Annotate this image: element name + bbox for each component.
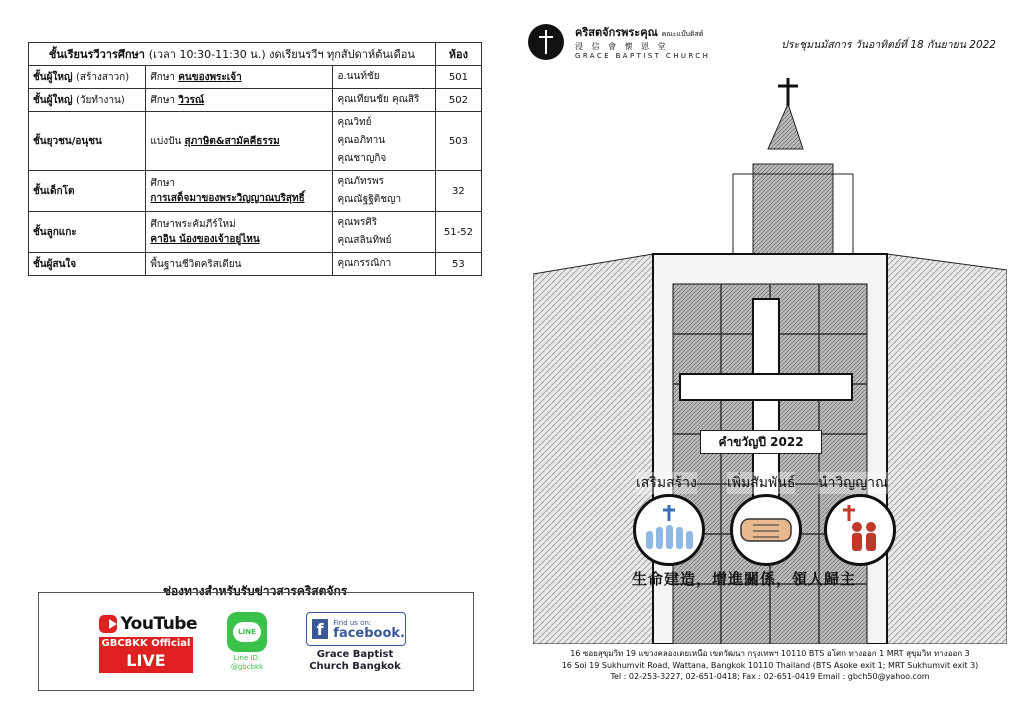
table-row [29, 253, 482, 276]
church-address [540, 648, 1000, 683]
class-room: 32 [435, 171, 481, 212]
service-date: ประชุมนมัสการ วันอาทิตย์ที่ 18 กันยายน 2022 [781, 39, 996, 51]
address-thai: 16 ซอยสุขุมวิท 19 แขวงคลองเตยเหนือ เขตวัฒนา กรุงเทพฯ 10110 BTS อโศก ทางออก 1 MRT สุขุมวิท ทางออก 3 [570, 649, 970, 658]
class-room: 503 [435, 112, 481, 171]
motto-label: คำขวัญปี 2022 [700, 430, 822, 454]
motto-word-3: นำวิญญาณ [818, 472, 888, 494]
people-with-cross-icon [824, 494, 896, 566]
church-cross-logo-icon [528, 24, 564, 60]
class-topic: พื้นฐานชีวิตคริสเตียน [146, 253, 333, 276]
line-id-label: Line ID: [233, 654, 261, 662]
line-icon: LINE [227, 612, 267, 652]
church-name: คริสตจักรพระคุณ คณะแบ๊บติสต์ 浸 信 會 懷 恩 堂 GRACE BAPTIST CHURCH [575, 26, 711, 60]
class-name: ชั้นเด็กโต [29, 171, 146, 212]
line-id: @gbcbkk [230, 663, 264, 671]
class-teachers: คุณพรศิริ คุณสลินทิพย์ [333, 212, 435, 253]
motto-word-1: เสริมสร้าง [636, 472, 697, 494]
table-header-title [29, 43, 436, 66]
class-teachers: คุณภัทรพร คุณณัฐฐิติชญา [333, 171, 435, 212]
channels-title: ช่องทางสำหรับรับข่าวสารคริสตจักร [0, 582, 510, 601]
table-row [29, 112, 482, 171]
class-name: ชั้นผู้ใหญ่ (สร้างสาวก) [29, 66, 146, 89]
class-topic: ศึกษา คนของพระเจ้า [146, 66, 333, 89]
class-room: 501 [435, 66, 481, 89]
class-room: 51-52 [435, 212, 481, 253]
address-english: 16 Soi 19 Sukhumvit Road, Wattana, Bangkok 10110 Thailand (BTS Asoke exit 1; MRT Sukhumvit exit 3) [561, 660, 979, 670]
class-teachers: อ.นนท์ชัย [333, 66, 435, 89]
class-topic: ศึกษาพระคัมภีร์ใหม่ คาอิน น้องของเจ้าอยู่ไหน [146, 212, 333, 253]
facebook-channel[interactable] [306, 612, 404, 673]
header-detail: (เวลา 10:30-11:30 น.) งดเรียนรวีฯ ทุกสัปดาห์ต้นเดือน [148, 48, 415, 61]
sunday-school-table [28, 42, 482, 276]
class-topic: ศึกษา การเสด็จมาของพระวิญญาณบริสุทธิ์ [146, 171, 333, 212]
youtube-brand: YouTube [120, 614, 197, 634]
youtube-play-icon [99, 615, 117, 633]
header-title: ชั้นเรียนรวีวารศึกษา [48, 48, 145, 61]
class-room: 53 [435, 253, 481, 276]
table-header [29, 43, 482, 66]
facebook-icon: f [312, 619, 328, 639]
class-name: ชั้นลูกแกะ [29, 212, 146, 253]
youtube-channel[interactable] [99, 613, 197, 673]
motto-word-2: เพิ่มสัมพันธ์ [727, 472, 795, 494]
class-teachers: คุณเทียนชัย คุณสิริ [333, 89, 435, 112]
facebook-page-name: Grace Baptist Church Bangkok [309, 649, 401, 672]
line-channel[interactable] [224, 612, 270, 672]
class-name: ชั้นผู้ใหญ่ (วัยทำงาน) [29, 89, 146, 112]
table-row [29, 212, 482, 253]
header-room: ห้อง [435, 43, 481, 66]
handshake-icon [730, 494, 802, 566]
class-name: ชั้นยุวชน/อนุชน [29, 112, 146, 171]
class-name: ชั้นผู้สนใจ [29, 253, 146, 276]
class-teachers: คุณกรรณิกา [333, 253, 435, 276]
table-row [29, 66, 482, 89]
facebook-badge: f Find us on: facebook. [306, 612, 406, 646]
class-teachers: คุณวิทย์ คุณอภิทาน คุณชาญกิจ [333, 112, 435, 171]
class-topic: ศึกษา วิวรณ์ [146, 89, 333, 112]
class-topic: แบ่งปัน สุภาษิต&สามัคคีธรรม [146, 112, 333, 171]
congregation-icon [633, 494, 705, 566]
table-row [29, 89, 482, 112]
contact-info: Tel : 02-253-3227, 02-651-0418; Fax : 02-651-0419 Email : gbch50@yahoo.com [610, 672, 930, 681]
youtube-live-badge: GBCBKK Official LIVE [99, 637, 193, 673]
motto-chinese: 生命建造，增進關係，領人歸主 [632, 570, 857, 588]
class-room: 502 [435, 89, 481, 112]
table-row [29, 171, 482, 212]
